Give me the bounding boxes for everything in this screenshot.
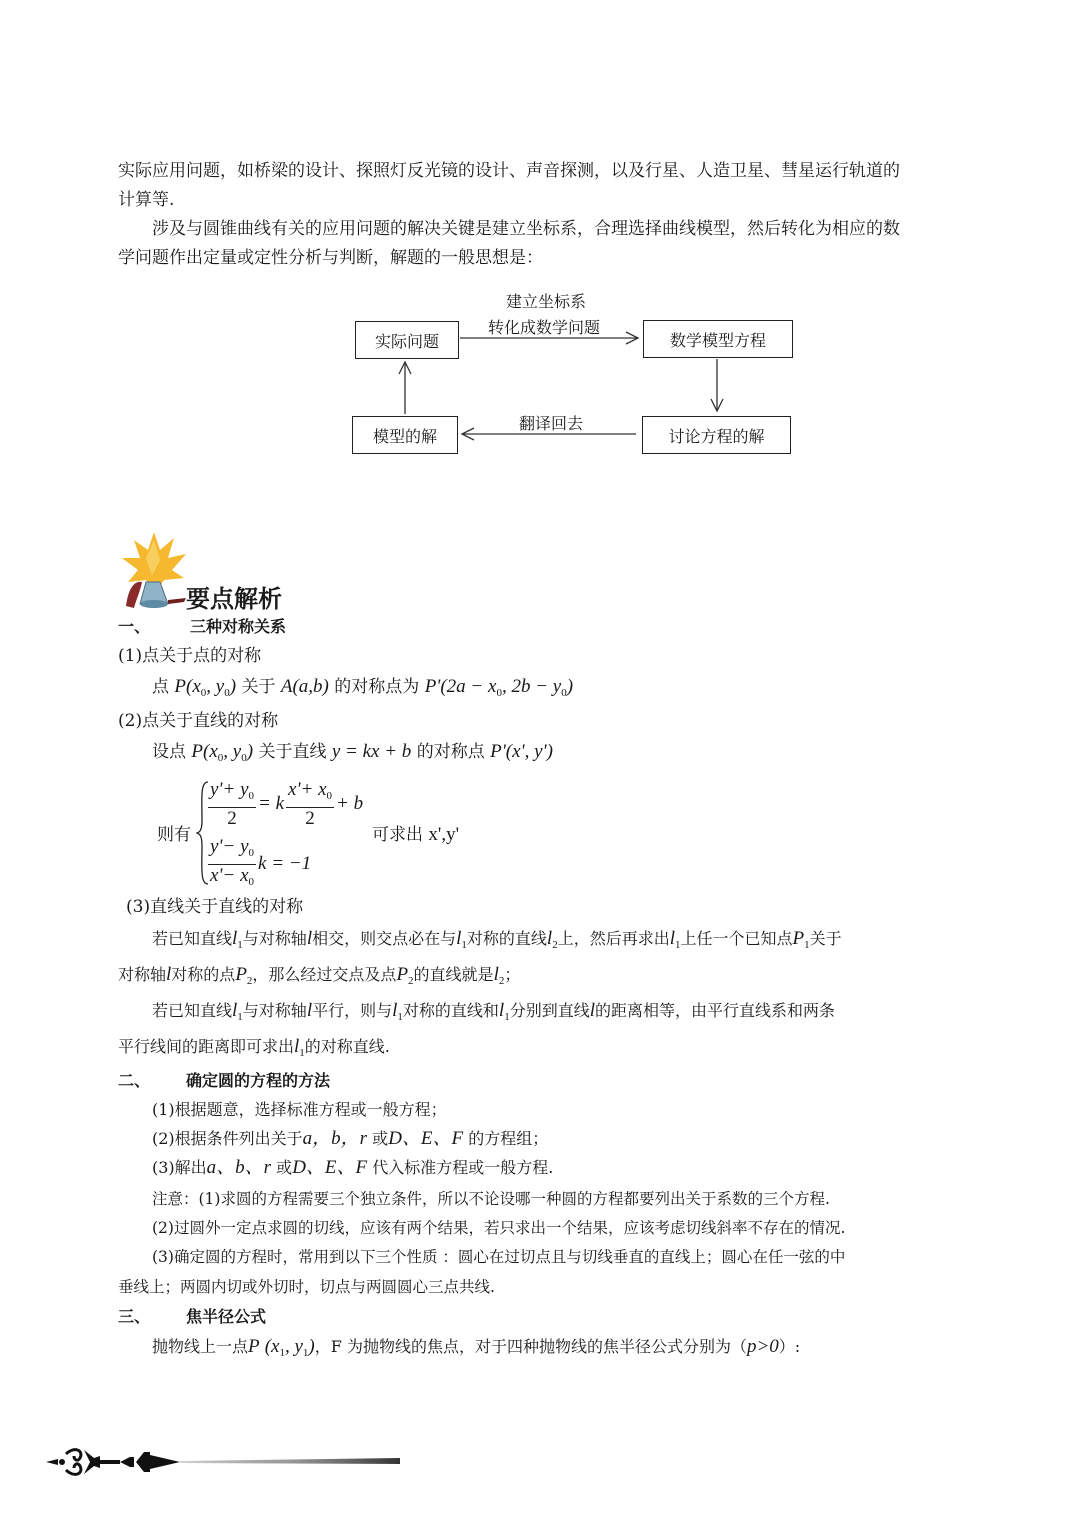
fraction bbox=[208, 779, 256, 830]
text: 的对称直线. bbox=[304, 1037, 390, 1056]
sec1-title: 三种对称关系 bbox=[190, 617, 287, 636]
text: 对称的直线和 bbox=[402, 1001, 499, 1020]
math bbox=[294, 1036, 305, 1057]
sub: 1 bbox=[237, 1011, 243, 1023]
math: , y bbox=[223, 741, 242, 762]
math: l bbox=[392, 1000, 398, 1021]
math bbox=[396, 964, 413, 985]
text: 对称的直线 bbox=[466, 929, 547, 948]
math bbox=[456, 928, 467, 949]
sec2-note-3a: (3)确定圆的方程时，常用到以下三个性质 ：圆心在过切点且与切线垂直的直线上；圆心在任一弦的中 bbox=[152, 1248, 846, 1266]
sub: 2 bbox=[246, 975, 253, 987]
math: x'− x bbox=[210, 865, 249, 886]
sub: 0 bbox=[248, 876, 255, 888]
math: x',y' bbox=[428, 824, 460, 845]
math: y'− y bbox=[210, 836, 249, 857]
math bbox=[235, 964, 252, 985]
text: ，那么经过交点及点 bbox=[252, 965, 397, 984]
text: 上，然后再求出 bbox=[557, 929, 670, 948]
sub: 0 bbox=[241, 752, 247, 764]
sub: 0 bbox=[496, 687, 502, 699]
sec2-item-3 bbox=[152, 1157, 553, 1179]
flow-box-actual-problem-label: 实际问题 bbox=[374, 331, 439, 351]
sec2-note-1: 注意：(1)求圆的方程需要三个独立条件，所以不论设哪一种圆的方程都要列出关于系数的三个方程. bbox=[152, 1190, 830, 1208]
math bbox=[265, 1336, 315, 1357]
math: l bbox=[456, 928, 462, 949]
math bbox=[547, 928, 558, 949]
flow-box-discuss-solution-label: 讨论方程的解 bbox=[668, 426, 765, 446]
math bbox=[499, 1000, 510, 1021]
sec1-p3-title: (3)直线关于直线的对称 bbox=[126, 897, 304, 917]
equation-1 bbox=[206, 779, 363, 830]
math: (x bbox=[264, 1336, 280, 1357]
sec3-line bbox=[152, 1336, 800, 1364]
math: y'+ y bbox=[210, 779, 249, 800]
text: 对称的点 bbox=[171, 965, 236, 984]
text: 的对称点 bbox=[416, 742, 485, 762]
sub: 0 bbox=[217, 752, 224, 764]
sec1-p3-line2 bbox=[118, 964, 520, 992]
math: l bbox=[166, 964, 172, 985]
math-Pprime bbox=[425, 676, 573, 697]
text: 的方程组； bbox=[468, 1129, 549, 1148]
math-Pprime: P'(x', y') bbox=[490, 741, 553, 762]
math: l bbox=[546, 928, 553, 949]
flow-box-model-solution-label: 模型的解 bbox=[372, 426, 437, 446]
sub: 2 bbox=[408, 975, 414, 987]
sub: 0 bbox=[561, 687, 567, 699]
math: , 2b − y bbox=[501, 676, 562, 697]
text: 对称轴 bbox=[118, 965, 167, 984]
sec2-number: 二、 bbox=[118, 1071, 151, 1090]
flow-label-translate-back: 翻译回去 bbox=[519, 414, 584, 433]
sec1-p1-title: (1)点关于点的对称 bbox=[118, 646, 262, 666]
math bbox=[670, 928, 681, 949]
intro-line-3: 涉及与圆锥曲线有关的应用问题的解决关键是建立坐标系，合理选择曲线模型，然后转化为相应的数 bbox=[152, 219, 900, 239]
sec1-p3-line3 bbox=[152, 1000, 835, 1028]
equation-2 bbox=[206, 836, 311, 893]
math: D、E、F bbox=[292, 1157, 368, 1178]
math: P(x bbox=[174, 676, 201, 697]
sec1-solve bbox=[372, 820, 459, 846]
math: P bbox=[396, 964, 409, 985]
sec1-p3-line1 bbox=[152, 928, 842, 956]
text: 平行，则与 bbox=[312, 1001, 393, 1020]
flow-box-math-model-label: 数学模型方程 bbox=[669, 330, 766, 350]
arrow-right-icon bbox=[460, 332, 638, 344]
sec1-p2-title: (2)点关于直线的对称 bbox=[118, 711, 279, 731]
math bbox=[793, 928, 810, 949]
text: 关于直线 bbox=[258, 742, 327, 762]
sec2-note-2: (2)过圆外一定点求圆的切线，应该有两个结果，若只求出一个结果，应该考虑切线斜率不存在的情况. bbox=[152, 1219, 846, 1237]
sub: 1 bbox=[279, 1347, 285, 1359]
sec1-number: 一、 bbox=[118, 617, 151, 636]
footer-ornament-icon bbox=[44, 1442, 404, 1482]
sub: 2 bbox=[498, 975, 505, 987]
math: l bbox=[294, 1036, 300, 1057]
sec1-then: 则有 bbox=[157, 825, 191, 845]
text: 的直线就是 bbox=[413, 965, 494, 984]
text: ）: bbox=[778, 1337, 801, 1356]
denominator: 2 bbox=[305, 808, 315, 829]
math: x'+ x bbox=[288, 779, 327, 800]
math: P'(2a − x bbox=[424, 676, 497, 697]
math-line: y = kx + b bbox=[331, 741, 412, 762]
text: 与对称轴 bbox=[242, 1001, 307, 1020]
math bbox=[232, 1000, 243, 1021]
text: 或 bbox=[276, 1158, 293, 1177]
math: P bbox=[792, 928, 805, 949]
arrow-down-icon bbox=[711, 359, 723, 411]
fraction bbox=[208, 836, 256, 893]
denominator: 2 bbox=[227, 808, 237, 829]
text: 若已知直线 bbox=[152, 1001, 233, 1020]
sec1-p3-line4 bbox=[118, 1036, 390, 1064]
text: 关于 bbox=[809, 929, 842, 948]
text: 上任一个已知点 bbox=[680, 929, 793, 948]
sec3-heading bbox=[118, 1306, 266, 1328]
sub: 0 bbox=[326, 790, 333, 802]
arrow-left-icon bbox=[462, 428, 636, 440]
fraction bbox=[286, 779, 334, 830]
math: P(x bbox=[191, 741, 218, 762]
math: P bbox=[235, 964, 247, 985]
math-P bbox=[174, 676, 236, 697]
math: ) bbox=[229, 676, 237, 697]
sub: 0 bbox=[248, 847, 255, 859]
math: l bbox=[669, 928, 675, 949]
math: P bbox=[248, 1336, 260, 1357]
section-title: 要点解析 bbox=[186, 585, 282, 613]
text: 点 bbox=[152, 677, 169, 697]
math: ) bbox=[246, 741, 254, 762]
math: a，b，r bbox=[302, 1128, 368, 1149]
math: , y bbox=[284, 1336, 303, 1357]
math: l bbox=[498, 1000, 505, 1021]
sub: 2 bbox=[552, 939, 558, 951]
denominator bbox=[208, 865, 256, 893]
sub: 0 bbox=[200, 687, 207, 699]
math: ) bbox=[308, 1336, 315, 1357]
text: 与对称轴 bbox=[242, 929, 307, 948]
sec2-item-2 bbox=[152, 1128, 548, 1150]
text: ； bbox=[504, 965, 521, 984]
sec2-heading bbox=[118, 1070, 330, 1092]
sub: 0 bbox=[248, 790, 255, 802]
sec2-title: 确定圆的方程的方法 bbox=[186, 1071, 331, 1090]
text: 代入标准方程或一般方程. bbox=[372, 1158, 554, 1177]
math-P bbox=[191, 741, 253, 762]
sec2-item-1: (1)根据题意，选择标准方程或一般方程； bbox=[152, 1100, 447, 1119]
numerator bbox=[208, 836, 256, 865]
text: 的距离相等，由平行直线系和两条 bbox=[594, 1001, 835, 1020]
text: 相交，则交点必在与 bbox=[312, 929, 457, 948]
intro-line-1: 实际应用问题，如桥梁的设计、探照灯反光镜的设计、声音探测，以及行星、人造卫星、彗星运行轨道的 bbox=[118, 161, 900, 181]
flow-label-convert-math: 转化成数学问题 bbox=[488, 318, 601, 337]
text: 可求出 bbox=[372, 825, 423, 845]
sec3-number: 三、 bbox=[118, 1307, 151, 1326]
math: , y bbox=[206, 676, 225, 697]
numerator bbox=[286, 779, 334, 808]
text: 平行线间的距离即可求出 bbox=[118, 1037, 295, 1056]
math: ) bbox=[566, 676, 574, 697]
math: l bbox=[306, 928, 313, 949]
sec2-note-3b: 垂线上；两圆内切或外切时，切点与两圆圆心三点共线. bbox=[118, 1278, 495, 1296]
math: l bbox=[493, 964, 499, 985]
math-A: A(a,b) bbox=[280, 676, 329, 697]
sub: 1 bbox=[504, 1011, 510, 1023]
text: ，F 为抛物线的焦点，对于四种抛物线的焦半径公式分别为（ bbox=[314, 1337, 747, 1356]
text: 抛物线上一点 bbox=[152, 1337, 249, 1356]
sec3-title: 焦半径公式 bbox=[186, 1307, 267, 1326]
math bbox=[232, 928, 243, 949]
sub: 1 bbox=[461, 939, 467, 951]
text: 若已知直线 bbox=[152, 929, 233, 948]
text: (3)解出 bbox=[152, 1158, 207, 1177]
math: p>0 bbox=[746, 1336, 779, 1357]
text: 关于 bbox=[241, 677, 276, 697]
numerator bbox=[208, 779, 256, 808]
arrow-up-icon bbox=[399, 362, 411, 414]
text: 设点 bbox=[152, 742, 186, 762]
sub: 1 bbox=[237, 939, 243, 951]
math: D、E、F bbox=[388, 1128, 464, 1149]
intro-line-2: 计算等. bbox=[118, 190, 175, 210]
sub: 1 bbox=[674, 939, 681, 951]
text: 分别到直线 bbox=[509, 1001, 590, 1020]
math: = k bbox=[258, 792, 285, 814]
text: 或 bbox=[372, 1129, 389, 1148]
math: l bbox=[232, 928, 238, 949]
text: (2)根据条件列出关于 bbox=[152, 1129, 303, 1148]
maple-leaf-bell-logo-icon bbox=[116, 530, 188, 612]
sub: 1 bbox=[302, 1347, 309, 1359]
sub: 0 bbox=[224, 687, 230, 699]
math: l bbox=[232, 1000, 238, 1021]
intro-line-4: 学问题作出定量或定性分析与判断，解题的一般思想是： bbox=[118, 248, 543, 268]
text: 的对称点为 bbox=[334, 677, 420, 697]
math: k = −1 bbox=[258, 852, 312, 874]
sec1-p1-formula bbox=[152, 676, 573, 704]
sec1-p2-formula bbox=[152, 741, 553, 769]
flow-label-build-coords: 建立坐标系 bbox=[506, 292, 587, 311]
sub: 1 bbox=[397, 1011, 403, 1023]
math: l bbox=[306, 1000, 313, 1021]
math: a、b、r bbox=[206, 1157, 272, 1178]
sub: 1 bbox=[299, 1047, 305, 1059]
sec1-heading bbox=[118, 616, 286, 638]
math bbox=[392, 1000, 403, 1021]
sub: 1 bbox=[804, 939, 810, 951]
math: + b bbox=[336, 792, 364, 814]
flow-arrows bbox=[0, 0, 1075, 520]
math: l bbox=[589, 1000, 595, 1021]
math bbox=[494, 964, 505, 985]
